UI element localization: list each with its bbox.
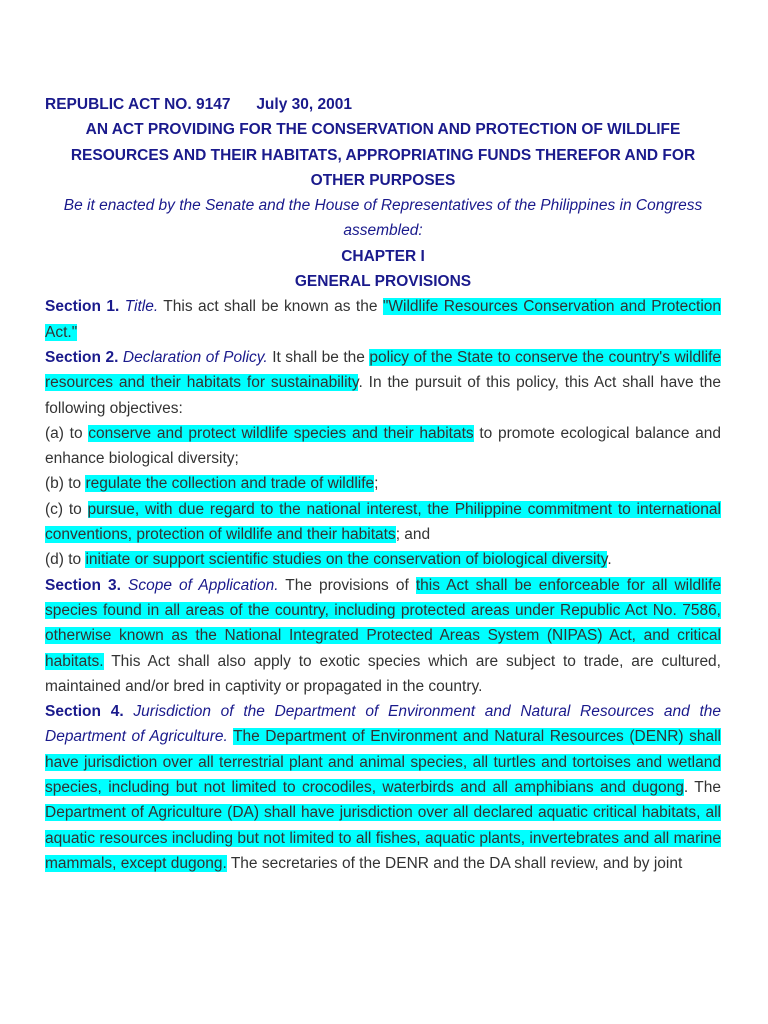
section-4-label: Section 4. [45, 703, 124, 721]
highlight: this Act shall be enforceable for all wildlife species found in all areas of the country, including protected areas under Republic Act No. 7586, otherwise known as the National Integrated Protected Areas System (NIPAS) Act, and critical habitats. [45, 576, 721, 670]
act-header-line [45, 92, 721, 117]
section-4-text: The secretaries of the DENR and the DA shall review, and by joint [226, 854, 683, 872]
objective-prefix: (c) to [45, 500, 88, 518]
act-date: July 30, 2001 [256, 96, 352, 113]
section-4-text: . The [683, 779, 721, 797]
objective-b [45, 471, 721, 496]
highlight: Department of Agriculture (DA) shall have jurisdiction over all declared aquatic critical habitats, all aquatic resources including but not limited to all fishes, aquatic plants, invertebrates and all marine mammals, except dugong. [45, 804, 721, 872]
section-1-label: Section 1. [45, 298, 120, 316]
objective-text: ; and [395, 526, 431, 544]
section-2 [45, 345, 721, 421]
highlight: pursue, with due regard to the national interest, the Philippine commitment to international conventions, protection of wildlife and their habitats [45, 500, 721, 544]
highlight: "Wildlife Resources Conservation and Protection Act." [45, 298, 721, 341]
enacting-clause: Be it enacted by the Senate and the House of Representatives of the Philippines in Congress assembled: [63, 197, 703, 240]
highlight: initiate or support scientific studies on the conservation of biological diversity [85, 551, 608, 569]
highlight: The Department of Environment and Natural Resources (DENR) shall have jurisdiction over all terrestrial plant and animal species, all turtles and tortoises and wetland species, including but not limited to crocodiles, waterbirds and all amphibians and dugong [45, 728, 721, 797]
highlight: regulate the collection and trade of wildlife [85, 475, 375, 493]
section-3-text: This Act shall also apply to exotic species which are subject to trade, are cultured, maintained and/or bred in captivity or propagated in the country. [45, 652, 721, 695]
chapter-number: CHAPTER I [341, 247, 425, 265]
chapter-title: GENERAL PROVISIONS [294, 273, 472, 291]
highlight: policy of the State to conserve the country's wildlife resources and their habitats for sustainability [45, 348, 721, 392]
act-text [45, 92, 721, 876]
objective-prefix: (b) to [45, 475, 86, 493]
objective-prefix: (d) to [45, 551, 86, 569]
section-1 [45, 294, 721, 345]
section-2-text: It shall be the [272, 348, 370, 366]
section-3-label: Section 3. [45, 576, 121, 594]
section-3-text: The provisions of [285, 576, 416, 594]
section-2-label: Section 2. [45, 348, 119, 366]
objective-text: to promote ecological balance and enhance biological diversity; [45, 424, 721, 468]
act-number: REPUBLIC ACT NO. 9147 [45, 96, 231, 113]
objective-a [45, 421, 721, 472]
objective-d [45, 547, 721, 572]
objective-text: . [607, 551, 612, 569]
section-3-heading: Scope of Application. [128, 576, 279, 594]
objective-prefix: (a) to [45, 424, 89, 442]
objective-text: ; [374, 475, 379, 493]
section-2-text: . In the pursuit of this policy, this Act shall have the following objectives: [45, 374, 721, 417]
section-2-heading: Declaration of Policy. [122, 348, 268, 366]
section-3 [45, 573, 721, 699]
section-1-heading: Title. [124, 298, 159, 316]
objective-c [45, 497, 721, 548]
highlight: conserve and protect wildlife species and their habitats [88, 424, 474, 442]
section-4 [45, 699, 721, 876]
section-4-heading: Jurisdiction of the Department of Environment and Natural Resources and the Department of Agriculture. [45, 703, 722, 746]
act-title: AN ACT PROVIDING FOR THE CONSERVATION AND PROTECTION OF WILDLIFE RESOURCES AND THEIR HABITATS, APPROPRIATING FUNDS THEREFOR AND FOR OTHER PURPOSES [70, 121, 696, 189]
section-1-text: This act shall be known as the [163, 298, 383, 316]
